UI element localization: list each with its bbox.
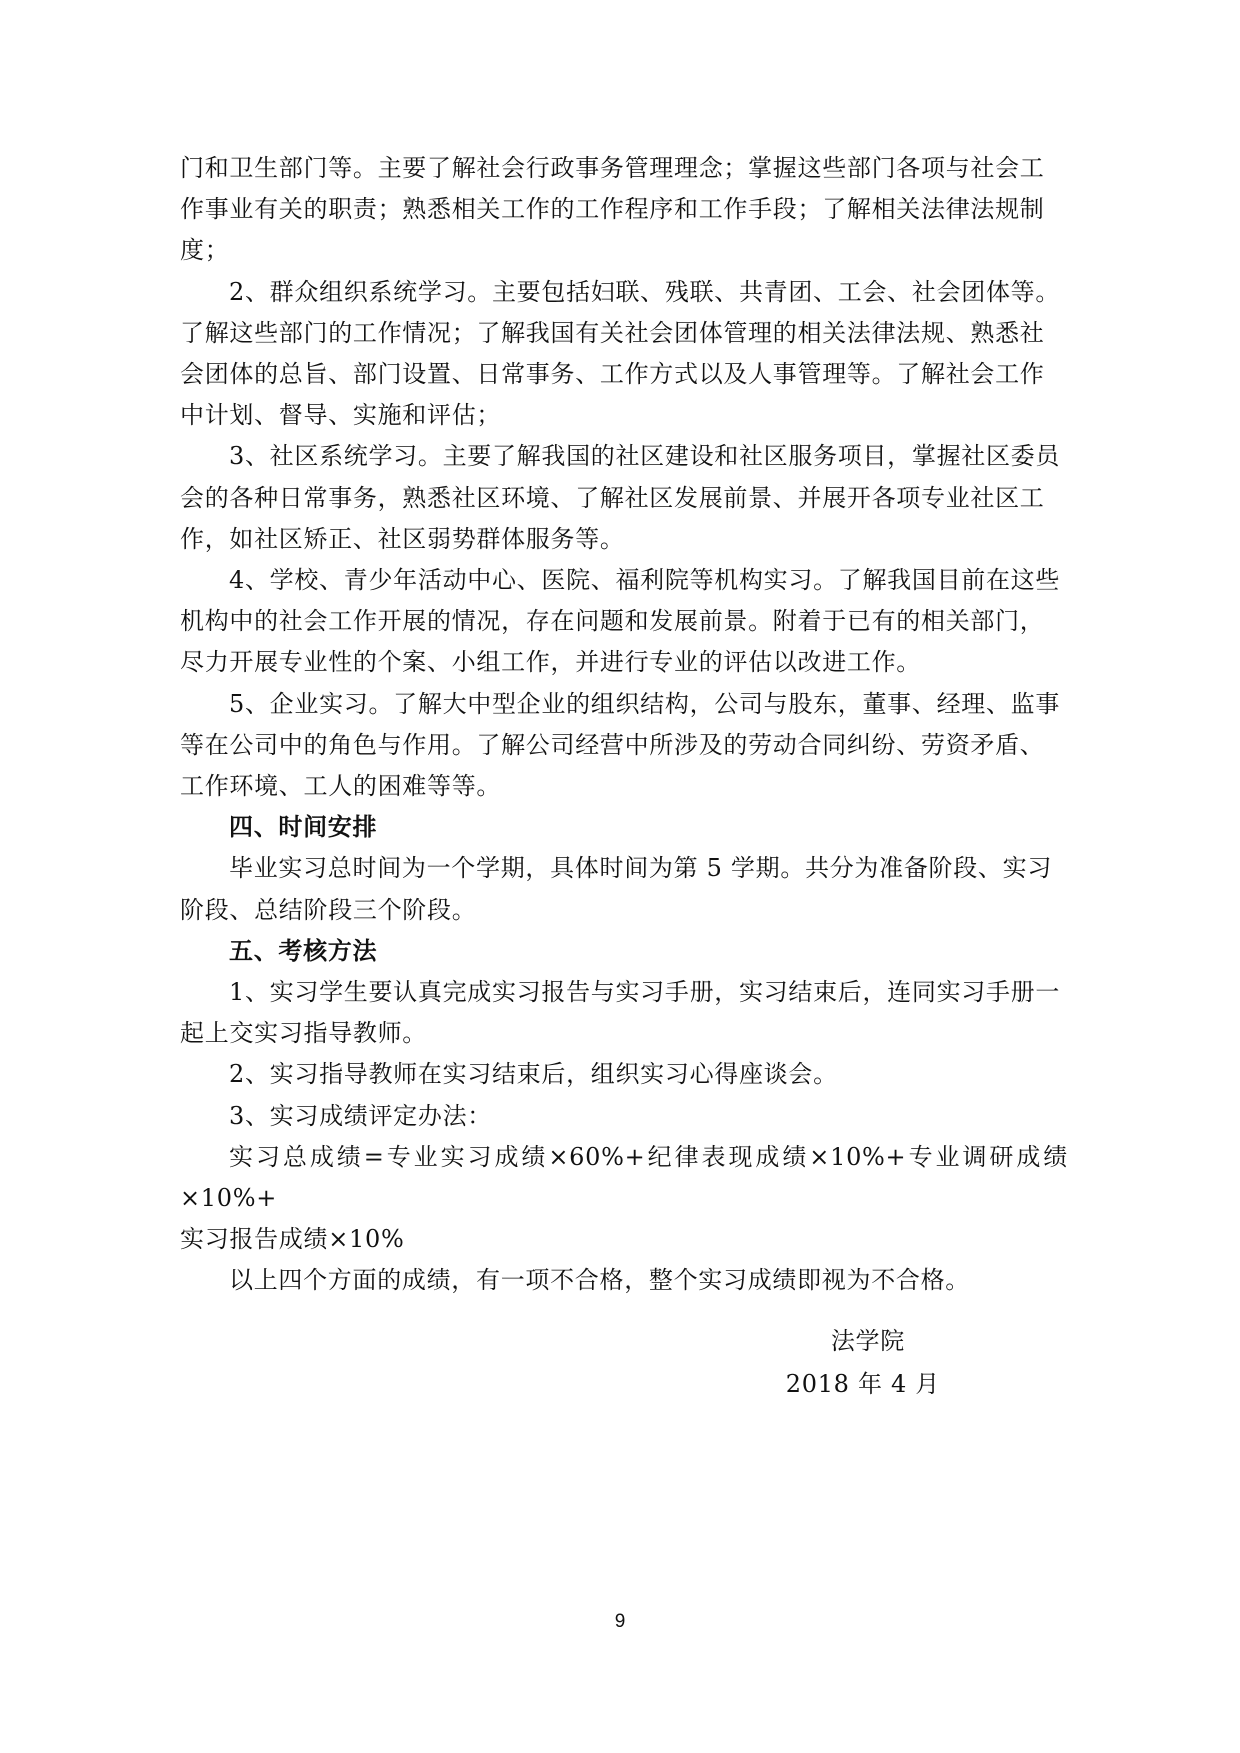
text-line: 作，如社区矫正、社区弱势群体服务等。 bbox=[180, 524, 625, 553]
text-line: 度； bbox=[180, 236, 230, 265]
paragraph-assessment-item-3: 3、实习成绩评定办法： bbox=[229, 1101, 492, 1130]
paragraph-mass-organizations bbox=[180, 272, 1068, 437]
text-line: 2、群众组织系统学习。主要包括妇联、残联、共青团、工会、社会团体等。 bbox=[229, 277, 1061, 306]
signature-block bbox=[786, 1320, 940, 1406]
section-heading-assessment: 五、考核方法 bbox=[229, 936, 378, 965]
signature-date: 2018 年 4 月 bbox=[785, 1370, 940, 1398]
signature-organization: 法学院 bbox=[830, 1327, 905, 1355]
text-line: 5、企业实习。了解大中型企业的组织结构，公司与股东，董事、经理、监事 bbox=[229, 689, 1061, 718]
text-line: 等在公司中的角色与作用。了解公司经营中所涉及的劳动合同纠纷、劳资矛盾、 bbox=[180, 730, 1045, 759]
text-line: 中计划、督导、实施和评估； bbox=[180, 401, 502, 430]
text-line: 4、学校、青少年活动中心、医院、福利院等机构实习。了解我国目前在这些 bbox=[229, 566, 1061, 595]
section-heading-schedule: 四、时间安排 bbox=[229, 813, 378, 842]
paragraph-government-departments bbox=[180, 148, 1068, 272]
paragraph-schedule bbox=[180, 848, 1068, 930]
paragraph-failure-note: 以上四个方面的成绩，有一项不合格，整个实习成绩即视为不合格。 bbox=[229, 1266, 970, 1295]
paragraph-enterprise bbox=[180, 684, 1068, 808]
text-line: 会团体的总旨、部门设置、日常事务、工作方式以及人事管理等。了解社会工作 bbox=[180, 360, 1045, 389]
text-line: 阶段、总结阶段三个阶段。 bbox=[180, 895, 477, 924]
text-line: 1、实习学生要认真完成实习报告与实习手册，实习结束后，连同实习手册一 bbox=[229, 978, 1061, 1007]
text-line: 毕业实习总时间为一个学期，具体时间为第 5 学期。共分为准备阶段、实习 bbox=[229, 854, 1053, 883]
paragraph-assessment-item-2: 2、实习指导教师在实习结束后，组织实习心得座谈会。 bbox=[229, 1060, 838, 1089]
text-line: 工作环境、工人的困难等等。 bbox=[180, 772, 502, 801]
paragraph-assessment-item-1 bbox=[180, 972, 1068, 1054]
text-line: 会的各种日常事务，熟悉社区环境、了解社区发展前景、并展开各项专业社区工 bbox=[180, 483, 1045, 512]
paragraph-grade-formula bbox=[180, 1137, 1068, 1261]
paragraph-institutions bbox=[180, 560, 1068, 684]
text-line: 作事业有关的职责；熟悉相关工作的工作程序和工作手段；了解相关法律法规制 bbox=[180, 195, 1045, 224]
text-line: 机构中的社会工作开展的情况，存在问题和发展前景。附着于已有的相关部门， bbox=[180, 607, 1045, 636]
text-line: 门和卫生部门等。主要了解社会行政事务管理理念；掌握这些部门各项与社会工 bbox=[180, 154, 1045, 182]
text-line: 3、社区系统学习。主要了解我国的社区建设和社区服务项目，掌握社区委员 bbox=[229, 442, 1061, 471]
text-line: 尽力开展专业性的个案、小组工作，并进行专业的评估以改进工作。 bbox=[180, 648, 921, 677]
text-line: 实习报告成绩×10% bbox=[180, 1225, 405, 1254]
paragraph-community-system bbox=[180, 436, 1068, 560]
text-line: 实习总成绩=专业实习成绩×60%+纪律表现成绩×10%+专业调研成绩×10%+ bbox=[180, 1142, 1068, 1213]
page-number: 9 bbox=[614, 1611, 626, 1632]
document-body bbox=[180, 148, 1068, 1302]
text-line: 起上交实习指导教师。 bbox=[180, 1019, 427, 1048]
text-line: 了解这些部门的工作情况；了解我国有关社会团体管理的相关法律法规、熟悉社 bbox=[180, 318, 1045, 347]
